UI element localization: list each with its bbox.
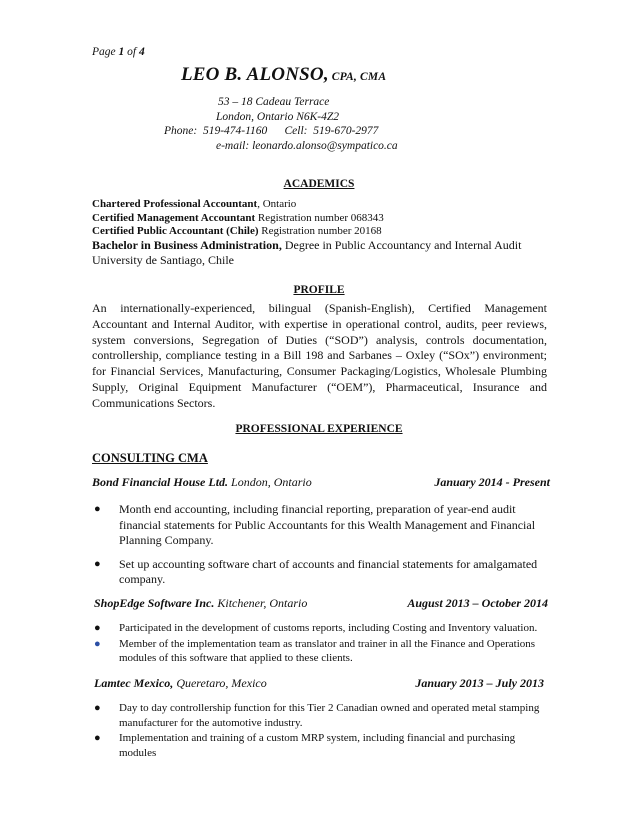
bullet-icon: ● <box>94 622 101 634</box>
address-line-2: London, Ontario N6K-4Z2 <box>216 111 340 123</box>
academic-item-detail: University de Santiago, Chile <box>92 253 234 267</box>
job-company: Lamtec Mexico, <box>94 676 174 690</box>
academic-item-detail: Registration number 20168 <box>258 225 382 237</box>
bullet-icon: ● <box>94 503 101 515</box>
list-item <box>92 502 544 549</box>
name-credentials: CPA, CMA <box>331 71 387 83</box>
bullet-text: Day to day controllership function for this Tier 2 Canadian owned and operated metal stamping manufacturer for the automotive industry. <box>119 702 540 729</box>
experience-subheading: CONSULTING CMA <box>92 451 208 465</box>
job-company: ShopEdge Software Inc. <box>94 596 215 610</box>
candidate-name <box>181 64 386 86</box>
bullet-icon: ● <box>94 732 101 744</box>
experience-heading: PROFESSIONAL EXPERIENCE <box>235 423 403 435</box>
bullet-icon: ● <box>94 557 101 570</box>
academic-item-detail: , Ontario <box>257 198 297 210</box>
academic-item-detail: Degree in Public Accountancy and Internal Audit <box>281 238 522 252</box>
academic-item-title: Chartered Professional Accountant <box>92 198 258 210</box>
academic-item <box>92 212 384 224</box>
academic-item <box>92 238 521 253</box>
job-header <box>92 475 550 490</box>
email-line: e-mail: leonardo.alonso@sympatico.ca <box>216 140 398 152</box>
academic-item-detail: Registration number 068343 <box>255 212 384 224</box>
job-location: Kitchener, Ontario <box>214 596 308 610</box>
page-number <box>92 46 145 58</box>
bullet-icon: ● <box>94 637 101 650</box>
list-item <box>92 701 552 730</box>
job-bullet-list <box>92 701 552 761</box>
job-location: Queretaro, Mexico <box>173 676 267 690</box>
list-item <box>92 621 552 636</box>
academic-item <box>92 225 382 237</box>
bullet-text: Member of the implementation team as translator and trainer in all the Finance and Operations modules of this software that applied to these clients. <box>119 637 536 664</box>
bullet-text: Month end accounting, including financial reporting, preparation of year-end audit financial statements for Public Accountants for this Wealth Management and Financial Planning Company. <box>119 502 536 547</box>
bullet-text: Implementation and training of a custom MRP system, including financial and purchasing modules <box>119 732 516 759</box>
job-header <box>94 596 548 611</box>
job-header <box>94 676 544 691</box>
job-location: London, Ontario <box>228 475 312 489</box>
page-number-total: 4 <box>138 46 145 58</box>
academic-item <box>92 253 234 268</box>
job-bullet-list <box>92 502 544 596</box>
academics-heading: ACADEMICS <box>283 178 355 190</box>
page-number-prefix: Page <box>92 46 119 58</box>
academic-item <box>92 198 296 210</box>
address-line-1: 53 – 18 Cadeau Terrace <box>218 96 330 108</box>
name-text: LEO B. ALONSO, <box>181 64 329 85</box>
profile-paragraph: An internationally-experienced, bilingual (Spanish-English), Certified Management Accountant and Internal Auditor, with expertise in operational control, audits, peer reviews, system conversions, Segregation of Duties (“SOD”) analysis, controls documentation, controllership, compliance testing in a Bill 198 and Sarbanes – Oxley (“SOx”) environment; for Financial Services, Manufacturing, Consumer Packaging/Logistics, Wholesale Plumbing Supply, Original Equipment Manufacturer (“OEM”), Pharmaceutical, Insurance and Communications Sectors. <box>92 301 547 410</box>
job-company: Bond Financial House Ltd. <box>92 475 229 489</box>
list-item <box>92 557 544 588</box>
bullet-text: Set up accounting software chart of accounts and financial statements for amalgamated company. <box>119 556 538 586</box>
phone-line: Phone: 519-474-1160 Cell: 519-670-2977 <box>164 125 379 137</box>
job-dates: August 2013 – October 2014 <box>407 596 548 610</box>
profile-heading: PROFILE <box>293 284 345 296</box>
list-item <box>92 731 552 760</box>
list-item <box>92 637 552 666</box>
job-dates: January 2013 – July 2013 <box>415 676 544 690</box>
job-bullet-list <box>92 621 552 667</box>
page-number-current: 1 <box>118 46 125 58</box>
academic-item-title: Bachelor in Business Administration, <box>92 238 282 252</box>
page-number-mid: of <box>124 46 139 58</box>
bullet-icon: ● <box>94 702 101 714</box>
academic-item-title: Certified Management Accountant <box>92 212 256 224</box>
academic-item-title: Certified Public Accountant (Chile) <box>92 225 259 237</box>
job-dates: January 2014 - Present <box>434 475 550 489</box>
bullet-text: Participated in the development of customs reports, including Costing and Inventory valuation. <box>119 622 538 634</box>
